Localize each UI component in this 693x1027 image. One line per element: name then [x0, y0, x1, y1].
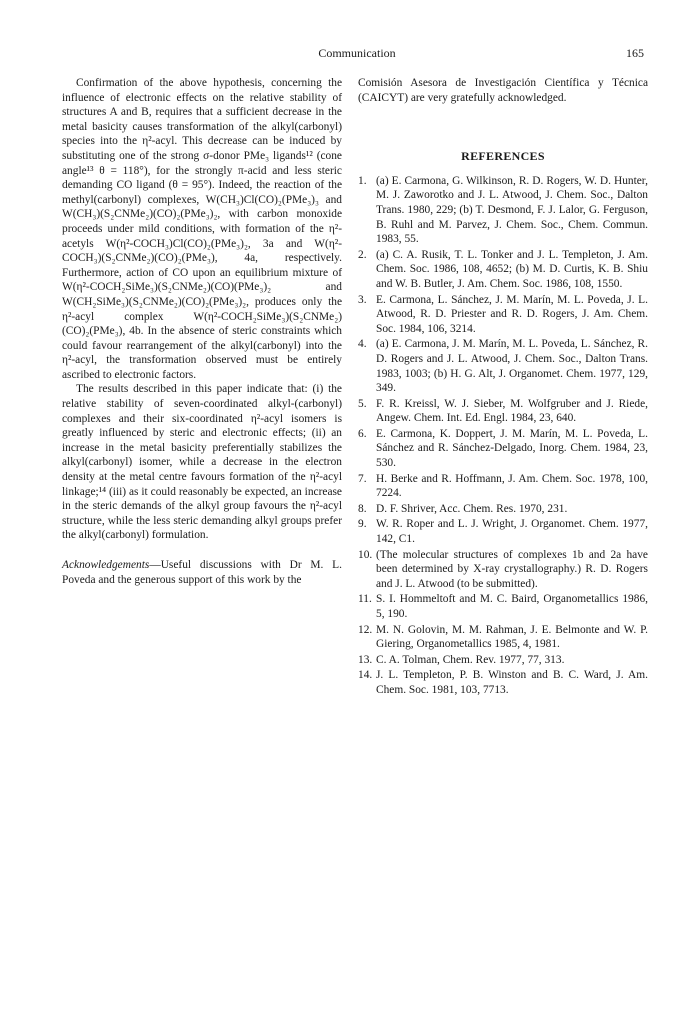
reference-text: W. R. Roper and L. J. Wright, J. Organomet. Chem. 1977, 142, C1.	[376, 518, 648, 546]
reference-item	[358, 248, 648, 292]
reference-text: (a) E. Carmona, J. M. Marín, M. L. Poveda, L. Sánchez, R. D. Rogers and J. L. Atwood, J. Chem. Soc., Dalton Trans. 1983, 1003; (b) H. G. Alt, J. Organomet. Chem. 1977, 129, 349.	[376, 338, 648, 395]
reference-item	[358, 427, 648, 471]
reference-text: H. Berke and R. Hoffmann, J. Am. Chem. Soc. 1978, 100, 7224.	[376, 472, 648, 500]
reference-item	[358, 397, 648, 426]
reference-number: 7.	[358, 472, 367, 485]
acknowledgements-label: Acknowledgements	[62, 559, 150, 571]
reference-number: 13.	[358, 653, 373, 666]
reference-text: S. I. Hommeltoft and M. C. Baird, Organometallics 1986, 5, 190.	[376, 593, 648, 620]
acknowledgements-text: —Useful discussions with Dr M. L. Poveda and the generous support of this work by the	[62, 559, 342, 586]
reference-number: 10.	[358, 548, 373, 561]
reference-number: 12.	[358, 623, 373, 636]
reference-text: (a) E. Carmona, G. Wilkinson, R. D. Rogers, W. D. Hunter, M. J. Zaworotko and J. L. Atwood, J. Chem. Soc., Dalton Trans. 1980, 229; (b) T. Desmond, F. J. Lalor, G. Ferguson, B. Ruhl and M. Parvez, J. Chem. Soc., Chem. Commun. 1983, 55.	[376, 174, 648, 246]
reference-text: E. Carmona, K. Doppert, J. M. Marín, M. L. Poveda, L. Sánchez and R. Sánchez-Delgado, Inorg. Chem. 1984, 23, 530.	[376, 427, 648, 470]
reference-number: 14.	[358, 669, 373, 682]
reference-number: 6.	[358, 427, 367, 440]
reference-item	[358, 592, 648, 621]
acknowledgements	[62, 558, 342, 587]
reference-item	[358, 472, 648, 501]
reference-number: 5.	[358, 397, 367, 410]
reference-number: 8.	[358, 502, 367, 515]
reference-text: (a) C. A. Rusik, T. L. Tonker and J. L. Templeton, J. Am. Chem. Soc. 1986, 108, 4652; (b) M. D. Curtis, K. B. Shiu and W. B. Butler, J. Am. Chem. Soc. 1986, 108, 1550.	[376, 248, 648, 290]
reference-text: M. N. Golovin, M. M. Rahman, J. E. Belmonte and W. P. Giering, Organometallics 1985, 4, 1981.	[376, 623, 648, 651]
reference-number: 1.	[358, 174, 367, 187]
reference-item	[358, 337, 648, 395]
reference-item	[358, 653, 648, 668]
reference-text: E. Carmona, L. Sánchez, J. M. Marín, M. L. Poveda, J. L. Atwood, R. D. Priester and R. D. Rogers, J. Am. Chem. Soc. 1984, 106, 3214.	[376, 293, 648, 335]
reference-number: 3.	[358, 293, 367, 306]
reference-item	[358, 548, 648, 592]
reference-text: F. R. Kreissl, W. J. Sieber, M. Wolfgruber and J. Riede, Angew. Chem. Int. Ed. Engl. 1984, 23, 640.	[376, 397, 648, 425]
reference-number: 11.	[358, 593, 372, 606]
reference-item	[358, 623, 648, 652]
section-title: Communication	[318, 46, 396, 60]
reference-text: (The molecular structures of complexes 1b and 2a have been determined by X-ray crystallography.) R. D. Rogers and J. L. Atwood (to be submitted).	[376, 548, 648, 590]
reference-text: C. A. Tolman, Chem. Rev. 1977, 77, 313.	[376, 653, 565, 666]
running-header	[62, 46, 652, 66]
left-column	[62, 76, 342, 587]
reference-number: 2.	[358, 248, 367, 261]
reference-item	[358, 517, 648, 546]
page-number: 165	[626, 46, 644, 60]
body-paragraph-1: Confirmation of the above hypothesis, concerning the influence of electronic effects on the relative stability of structures A and B, requires that a sufficient decrease in the metal basicity causes transformation of the alkyl(carbonyl) species into the η²-acyl. This decrease can be induced by substituting one of the strong σ-donor PMe₃ ligands¹² (cone angle¹³ θ = 118°), for the strongly π-acid and less steric demanding CO ligand (θ = 95°). Indeed, the reaction of the methyl(carbonyl) complexes, W(CH₃)Cl(CO)₂(PMe₃)₃ and W(CH₃)(S₂CNMe₂)(CO)₂(PMe₃)₂, with carbon monoxide proceeds under mild conditions, with formation of the η²-acetyls W(η²-COCH₃)Cl(CO)₂(PMe₃)₂, 3a and W(η²-COCH₃)(S₂CNMe₂)(CO)₂(PMe₃), 4a, respectively. Furthermore, action of CO upon an equilibrium mixture of W(η²-COCH₂SiMe₃)(S₂CNMe₂)(CO)(PMe₃)₂ and W(CH₂SiMe₃)(S₂CNMe₂)(CO)₂(PMe₃)₂, produces only the η²-acyl complex W(η²-COCH₂SiMe₃)(S₂CNMe₂)(CO)₂(PMe₃), 4b. In the absence of steric constraints which could favour rearrangement of the alkyl(carbonyl) into the η²-acyl, the transformation observed must be entirely ascribed to electronic factors.	[62, 77, 342, 381]
reference-item	[358, 502, 648, 517]
reference-number: 9.	[358, 518, 367, 531]
acknowledgements-continuation: Comisión Asesora de Investigación Científica y Técnica (CAICYT) are very gratefully acknowledged.	[358, 77, 648, 104]
references-list	[358, 174, 648, 698]
reference-item	[358, 668, 648, 697]
reference-text: J. L. Templeton, P. B. Winston and B. C. Ward, J. Am. Chem. Soc. 1981, 103, 7713.	[376, 669, 648, 696]
reference-item	[358, 174, 648, 247]
right-column	[358, 76, 648, 699]
reference-text: D. F. Shriver, Acc. Chem. Res. 1970, 231.	[376, 502, 568, 515]
body-paragraph-2: The results described in this paper indicate that: (i) the relative stability of seven-coordinated alkyl-(carbonyl) complexes and their six-coordinated η²-acyl isomers is greatly influenced by steric and electronic effects; (ii) an increase in the metal basicity preferentially stabilizes the alkyl(carbonyl) isomer, while a decrease in the electron density at the metal centre favours formation of the η²-acyl linkage;¹⁴ (iii) as it could reasonably be expected, an increase in the steric demands of the alkyl group favours the η²-acyl structure, while the less steric demanding alkyl groups prefer the alkyl(carbonyl) formulation.	[62, 383, 342, 542]
references-heading: REFERENCES	[461, 149, 545, 164]
reference-number: 4.	[358, 338, 367, 351]
reference-item	[358, 293, 648, 337]
